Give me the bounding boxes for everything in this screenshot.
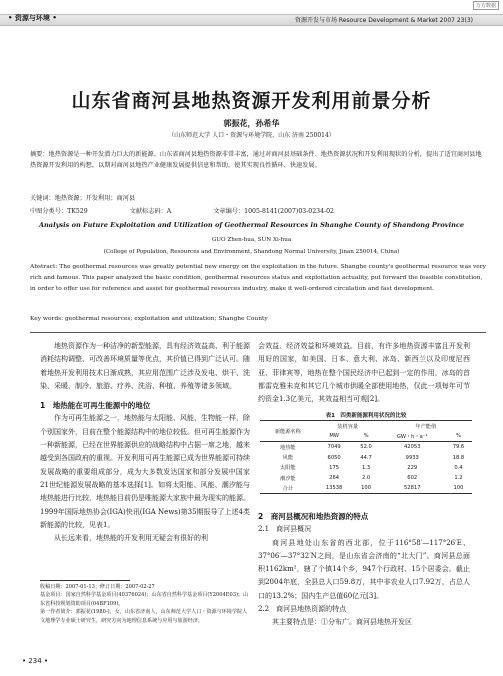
right-column-top: [258, 340, 470, 406]
keywords-en: Key words: geothermal resources; exploitation and utilization; Shanghe County: [30, 316, 268, 322]
section-heading-2: 2 商河县概况和地热资源的特点: [258, 512, 369, 521]
table-cell: 9933: [405, 454, 419, 461]
section-heading-1: 1 地热能在可再生能源中的地位: [40, 401, 151, 411]
county-overview-paragraph: 商河县地处山东省的西北部，位于116°58′—117°26′E、37°06′—37°32′N之间，是山东省会济南的“北大门”。商河县总面积1162km²，辖了个镇14个乡，947个行政村、15个居委会。截止到2004年底，全县总人口59.8万，其中非农业人口7.92万，占总人口的13.2%；国内生产总值60亿元[3]。: [258, 538, 470, 600]
right-paragraph-1: 会效益、经济效益和环境效益。目前，有许多地热资源丰富且开发利用好的国家，如美国、日本、意大利、冰岛、新西兰以及印度尼西亚、菲律宾等，地热在整个国民经济中已起到一定的作用，冰岛的首都雷克雅未克和其它几个城市供暖全部使用地热，仅此一项每年可节约资金1.3亿美元，其效益相当可观[2]。: [258, 342, 470, 404]
clc-number: 中图分类号：TK529: [30, 208, 88, 215]
table-header-installed: 装机容量: [337, 423, 359, 430]
table-subheader: %: [456, 433, 461, 440]
table-subheader: %: [363, 433, 369, 440]
table-cell: 100: [453, 485, 464, 492]
page-number: • 234 •: [22, 657, 49, 665]
author-affiliation: （山东师范大学 人口・资源与环境学院，山东 济南 250014）: [168, 132, 335, 139]
right-column-bottom: [258, 510, 470, 630]
journal-header: 资源开发与市场 Resource Development & Market 2007 23(3): [294, 17, 473, 24]
table-subheader: MW: [329, 433, 339, 440]
received-date: 收稿日期：2007-01-13；修订日期：2007-02-27: [40, 584, 155, 590]
table-cell: 风能: [282, 455, 294, 462]
table-header-output: 年产能值: [415, 423, 437, 430]
table-cell: 264: [329, 475, 340, 482]
section-1-paragraph: 作为可再生能源之一，地热能与太阳能、风能、生物能一样，除个别国家外，目前在整个能源结构中的地位较低。但可再生能源作为一种新能源，已经在世界能源供应的战略结构中占据一席之地，越来越受到各国政府的重视。开发利用可再生能源已成为世界能源可持续发展战略的重要组成部分，成为大多数发达国家和部分发展中国家21世纪能源发展战略的基本选择[1]。如将太阳能、风能、潮汐能与地热能进行比较，地热能目前仍是唯能源大家族中最为现实的能源。1999年国际地热协会(IGA)快讯(IGA News)第35期报导了上述4类新能源的比较，见表1。: [40, 414, 250, 529]
intro-paragraph: 地热资源作为一种洁净的新型能源，具有经济效益高、利于能源消耗结构调整、可改善环境质量等优点，其价值已得到广泛认可。随着地热开发利用技术日渐成熟，其应用范围广泛涉及发电、烘干、洗染、采暖、制冷、旅游、疗养、洗浴、种植、养殖等诸多领域。: [40, 342, 250, 390]
table-cell: 2.0: [361, 475, 371, 482]
subsection-heading-2-1: 2.1 商河县概况: [258, 525, 312, 534]
abstract-en: Abstract: The geothermal resources was greatly potential new energy on the exploitation in the future. Shanghe county's geothermal resource was very rich and famous. This paper analyzed the basic condition, geothermal resources status and exploitation actuality, put forward the feasible constitution, in order to offer use for reference and assist for geothermal resources industry, make it well-ordered circulation and fast development.: [30, 264, 486, 292]
table-row: [260, 442, 472, 453]
table-cell: 1.2: [454, 475, 463, 482]
table-cell: 太阳能: [280, 465, 296, 472]
table-header-energy: 新能源名称: [260, 421, 316, 442]
table-total-row: [260, 483, 472, 494]
table-cell: 52817: [404, 485, 421, 492]
watermark-stamp: 万方数据: [473, 1, 499, 10]
table-cell: 229: [407, 464, 418, 471]
table-cell: 79.6: [452, 444, 465, 451]
classification-line: [30, 206, 486, 215]
table-row: [260, 473, 472, 483]
fund-info: 基金项目：国家自然科学基金项目(40376024)；山东省自然科学基金项目(Y2004E03)；山东省科技规划资助项目(04BF109)。: [40, 592, 249, 607]
footnote-rule: [40, 580, 130, 581]
table-cell: 44.7: [360, 454, 372, 461]
table-cell: 42053: [404, 444, 421, 451]
table-cell: 6050: [327, 454, 341, 461]
table-cell: 地热能: [280, 444, 296, 451]
keywords-zh: 关键词：地热资源；开发利用；商河县: [30, 195, 136, 202]
table-cell: 1.3: [361, 464, 371, 471]
author-list: 郭振花，孙希华: [223, 118, 280, 128]
table-subheader: GW・h・a⁻¹: [396, 433, 428, 440]
section-label: • 资源与环境 •: [8, 14, 57, 22]
footnote-block: [40, 583, 250, 625]
english-authors: GUO Zhen-hua, SUN Xi-hua: [211, 237, 292, 243]
table-cell: 175: [329, 464, 340, 471]
table-caption: 表1 四类新能源利用状况的比较: [325, 413, 407, 419]
table-row: [260, 463, 472, 473]
author-bio: 第一作者简介：郭振花(1980-)，女，山东省济南人，山东师范大学人口・资源与环境学院人文地理学专业硕士研究生，研究方向为地理信息系统与应用与旅游经济。: [40, 609, 248, 624]
left-column: [40, 340, 250, 545]
energy-comparison-table: [260, 420, 472, 494]
table-cell: 7049: [327, 444, 341, 451]
table-cell: 18.8: [452, 454, 465, 461]
features-paragraph: 其主要特点是：①分布广。商河县地热开发区: [272, 618, 412, 627]
table-cell: 602: [407, 475, 418, 482]
document-code: 文献标志码：A: [129, 208, 172, 215]
subsection-heading-2-2: 2.2 商河县地热资源的特点: [258, 605, 347, 614]
table-cell: 合计: [282, 485, 294, 492]
table-cell: 潮汐能: [280, 475, 296, 482]
article-number: 文章编号：1005-8141(2007)03-0234-02: [213, 208, 334, 215]
table-cell: 0.4: [454, 464, 463, 471]
abstract-zh: 摘要：地热资源是一种开发潜力巨大的新能源。山东省商河县地热资源非常丰富，通过对商河县基础条件、地热资源状况和开发利用现状的分析，提出了适宜商河县地热资源开发利用的构想，以期对商河县地热产业健康发展提供信息和帮助，使其实现良性循环、快速发展。: [30, 151, 482, 169]
section-divider: [30, 332, 486, 333]
table-row: [260, 453, 472, 463]
english-affiliation: (College of Population, Resources and Environment, Shandong Normal University, Jinan 250014, China): [103, 249, 400, 255]
section-1-paragraph-2: 从长远来看，地热能的开发利用无疑会有很好的利: [54, 534, 208, 543]
table-cell: 13538: [325, 485, 343, 492]
table-cell: 52.0: [360, 444, 372, 451]
table-cell: 100: [361, 485, 372, 492]
english-title: Analysis on Future Exploitation and Utilization of Geothermal Resources in Shanghe County of Shandong Province: [38, 221, 465, 229]
article-title: 山东省商河县地热资源开发利用前景分析: [71, 90, 432, 112]
